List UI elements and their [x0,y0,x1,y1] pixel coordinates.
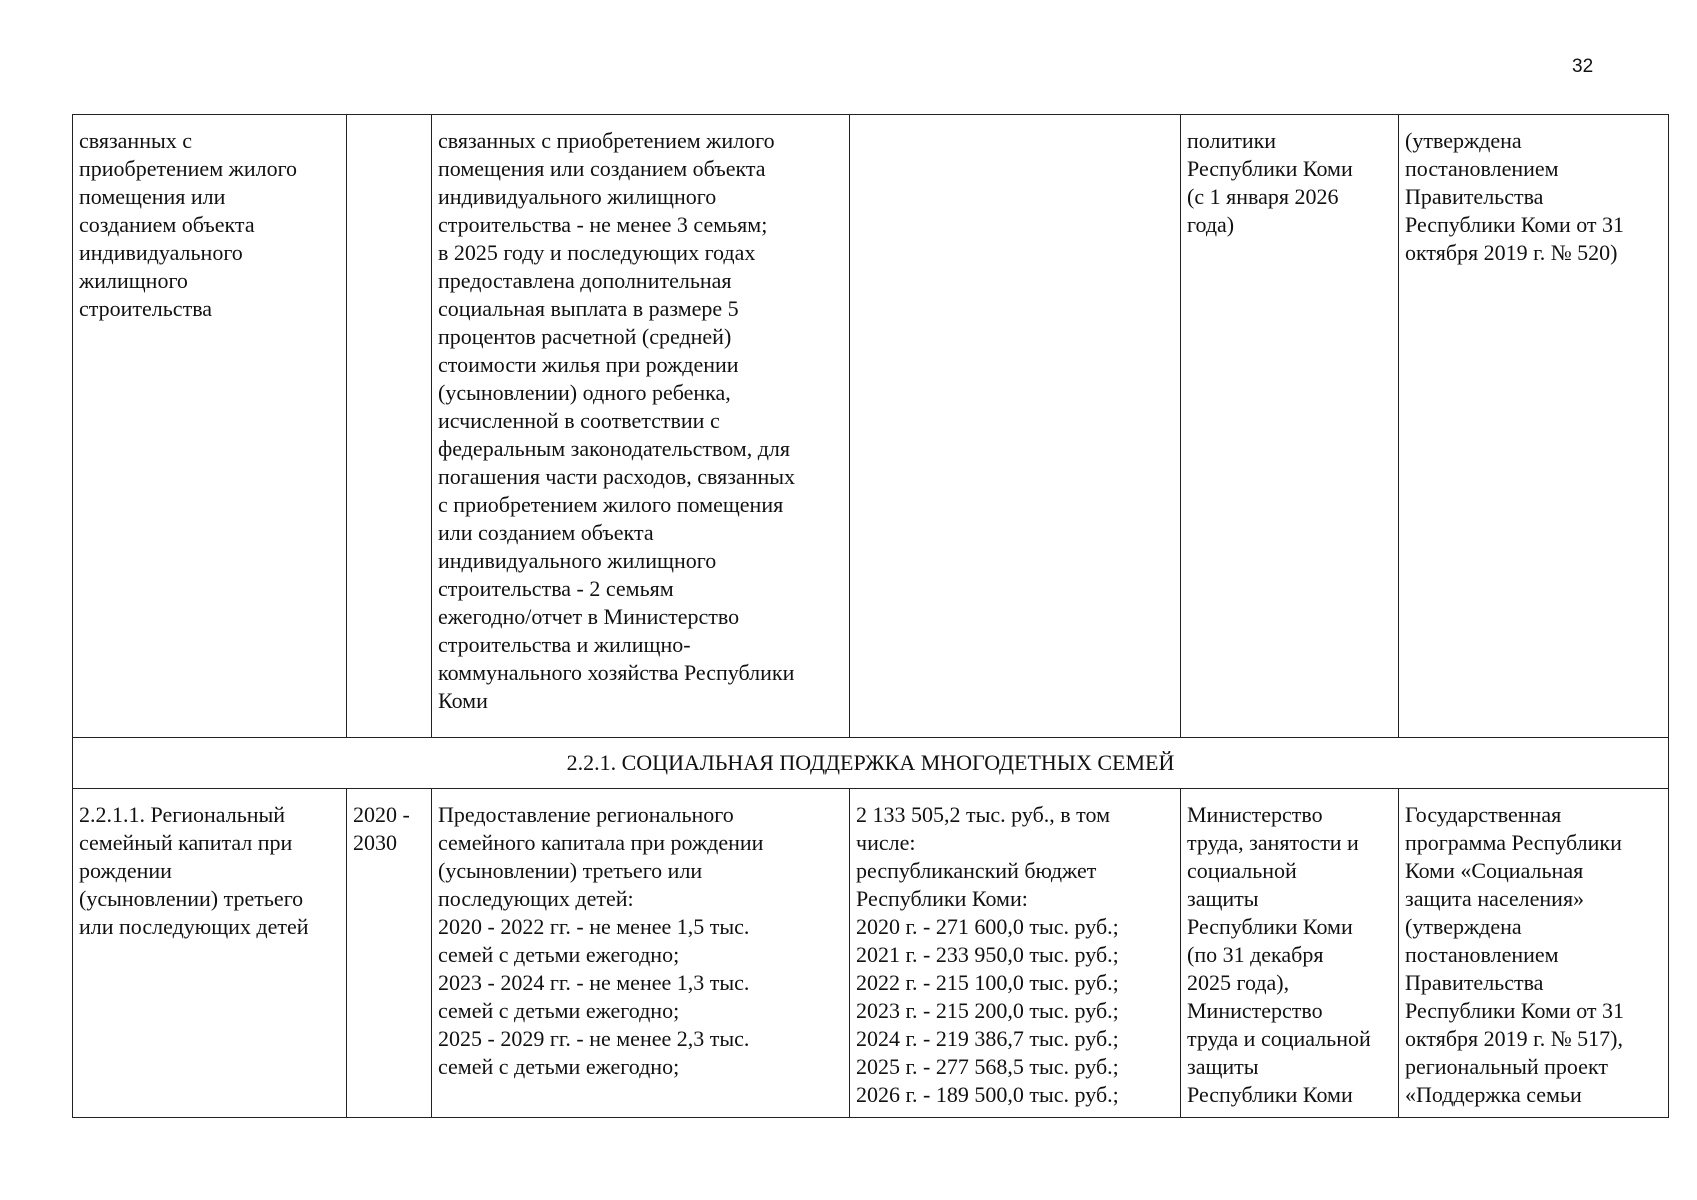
program-cell: (утверждена постановлением Правительства Республики Коми от 31 октября 2019 г. № 520) [1399,115,1669,738]
section-row [73,738,1669,789]
page-number: 32 [1572,56,1594,77]
responsible-cell: Министерство труда, занятости и социальной защиты Республики Коми (по 31 декабря 2025 года), Министерство труда и социальной защиты Республики Коми [1181,789,1399,1118]
period-cell: 2020 - 2030 [347,789,432,1118]
table-row [73,789,1669,1118]
expected-result-cell: связанных с приобретением жилого помещения или созданием объекта индивидуального жилищного строительства - не менее 3 семьям; в 2025 году и последующих годах предоставлена дополнительная социальная выплата в размере 5 процентов расчетной (средней) стоимости жилья при рождении (усыновлении) одного ребенка, исчисленной в соответствии с федеральным законодательством, для погашения части расходов, связанных с приобретением жилого помещения или созданием объекта индивидуального жилищного строительства - 2 семьям ежегодно/отчет в Министерство строительства и жилищно- коммунального хозяйства Республики Коми [432,115,850,738]
funding-cell: 2 133 505,2 тыс. руб., в том числе: республиканский бюджет Республики Коми: 2020 г. - 271 600,0 тыс. руб.; 2021 г. - 233 950,0 тыс. руб.; 2022 г. - 215 100,0 тыс. руб.; 2023 г. - 215 200,0 тыс. руб.; 2024 г. - 219 386,7 тыс. руб.; 2025 г. - 277 568,5 тыс. руб.; 2026 г. - 189 500,0 тыс. руб.; [850,789,1181,1118]
section-heading: 2.2.1. СОЦИАЛЬНАЯ ПОДДЕРЖКА МНОГОДЕТНЫХ СЕМЕЙ [73,738,1669,789]
document-table [72,114,1669,1118]
expected-result-cell: Предоставление регионального семейного капитала при рождении (усыновлении) третьего или последующих детей: 2020 - 2022 гг. - не менее 1,5 тыс. семей с детьми ежегодно; 2023 - 2024 гг. - не менее 1,3 тыс. семей с детьми ежегодно; 2025 - 2029 гг. - не менее 2,3 тыс. семей с детьми ежегодно; [432,789,850,1118]
program-cell: Государственная программа Республики Коми «Социальная защита населения» (утверждена постановлением Правительства Республики Коми от 31 октября 2019 г. № 517), региональный проект «Поддержка семьи [1399,789,1669,1118]
responsible-cell: политики Республики Коми (с 1 января 2026 года) [1181,115,1399,738]
table-row [73,115,1669,738]
measure-name-cell: связанных с приобретением жилого помещения или созданием объекта индивидуального жилищного строительства [73,115,347,738]
period-cell [347,115,432,738]
funding-cell [850,115,1181,738]
measure-name-cell: 2.2.1.1. Региональный семейный капитал при рождении (усыновлении) третьего или последующих детей [73,789,347,1118]
